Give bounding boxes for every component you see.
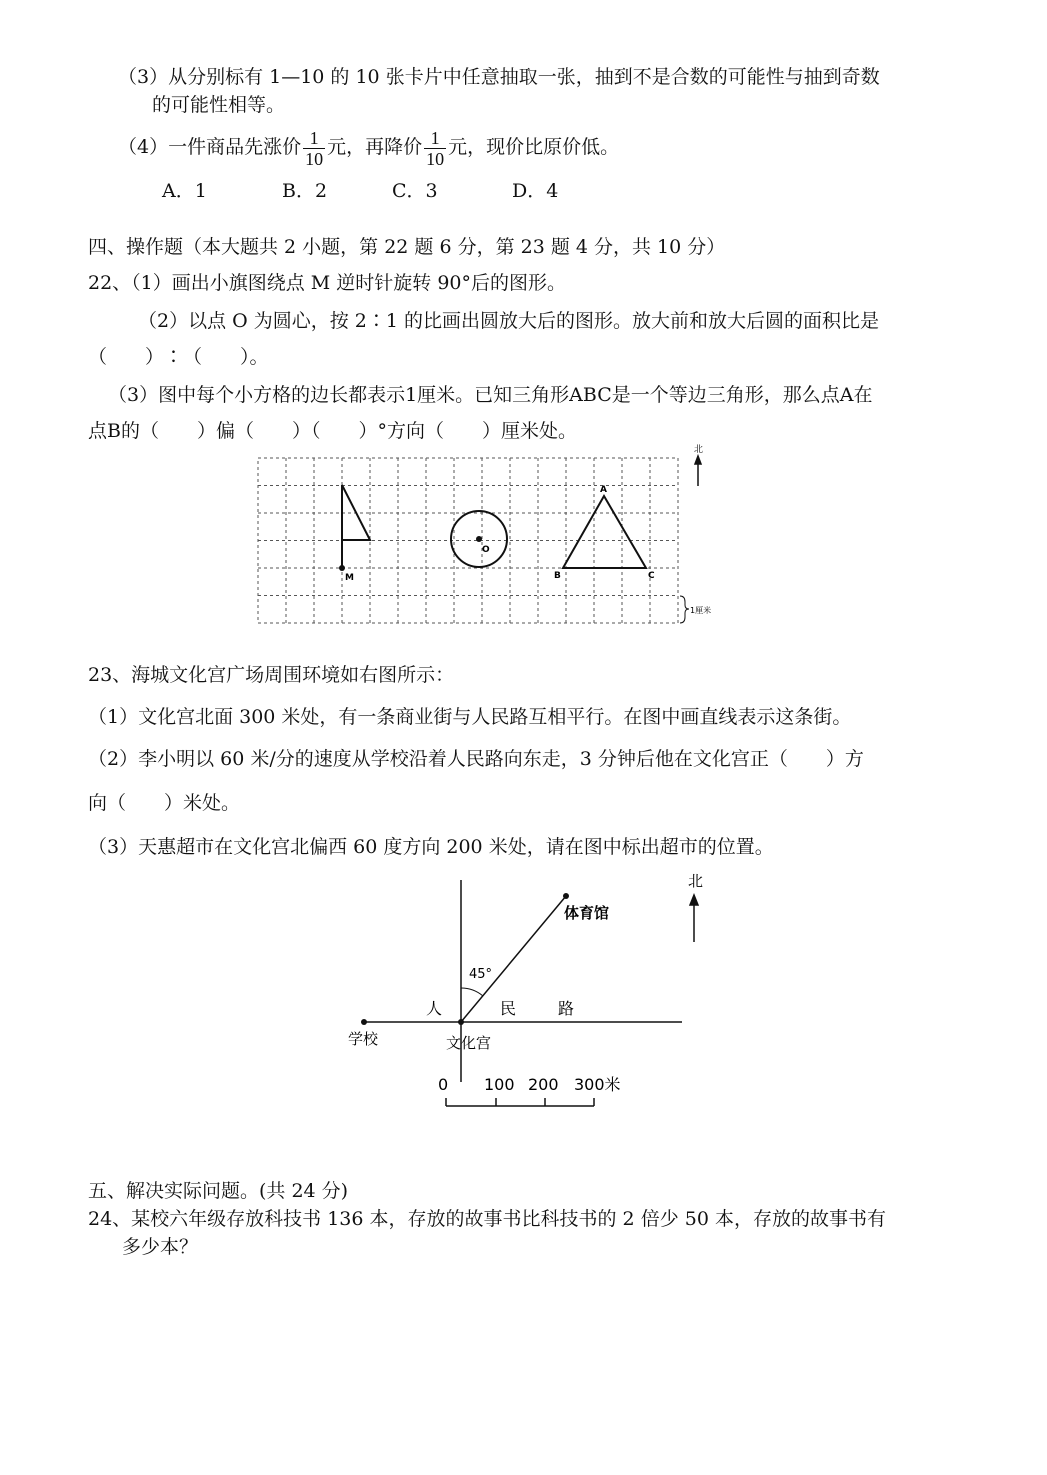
fraction-denominator: 10 <box>305 148 324 169</box>
point-o <box>476 536 482 542</box>
q4-text-2: 元，再降价 <box>327 136 423 158</box>
flag-shape <box>342 485 370 568</box>
unit-label: 1厘米 <box>690 606 712 615</box>
triangle-abc <box>563 496 646 568</box>
option-c: C．3 <box>392 180 438 202</box>
label-o: O <box>482 545 490 555</box>
north-arrow-icon <box>690 895 698 942</box>
fraction-numerator: 1 <box>303 128 325 149</box>
scale-0: 0 <box>438 1075 449 1094</box>
q22-part1: 22、（1）画出小旗图绕点 M 逆时针旋转 90°后的图形。 <box>88 272 567 294</box>
fraction-numerator: 1 <box>424 128 446 149</box>
palace-label: 文化宫 <box>446 1034 492 1052</box>
q3-line1: （3）从分别标有 1—10 的 10 张卡片中任意抽取一张，抽到不是合数的可能性与抽到奇数 <box>118 66 880 88</box>
dashed-grid <box>258 458 678 623</box>
option-b: B．2 <box>282 180 328 202</box>
point-m <box>339 565 345 571</box>
road-char-1: 人 <box>426 999 443 1018</box>
unit-brace <box>680 596 689 623</box>
option-a: A．1 <box>162 180 207 202</box>
q4-fraction-2 <box>424 128 446 169</box>
q22-part3-line2: 点B的（ ）偏（ ）（ ）°方向（ ）厘米处。 <box>88 420 577 442</box>
scale-bar <box>446 1098 594 1106</box>
q22-part2-line1: （2）以点 O 为圆心，按 2∶1 的比画出圆放大后的图形。放大前和放大后圆的面积比是 <box>138 310 880 332</box>
q23-part2-line2: 向（ ）米处。 <box>88 792 241 814</box>
q23-part2-line1: （2）李小明以 60 米/分的速度从学校沿着人民路向东走，3 分钟后他在文化宫正（ ）方 <box>88 748 864 770</box>
q23-part3: （3）天惠超市在文化宫北偏西 60 度方向 200 米处，请在图中标出超市的位置。 <box>88 836 774 858</box>
q22-part2-line2: （ ）∶（ ）。 <box>88 346 269 368</box>
angle-label: 45° <box>469 967 493 982</box>
label-c: C <box>648 571 655 581</box>
section4-title: 四、操作题（本大题共 2 小题，第 22 题 6 分，第 23 题 4 分，共 10 分） <box>88 236 726 258</box>
school-point <box>361 1019 367 1025</box>
label-b: B <box>554 571 561 581</box>
section5-title: 五、解决实际问题。(共 24 分) <box>88 1180 349 1202</box>
fraction-denominator: 10 <box>426 148 445 169</box>
q4-line <box>118 124 619 170</box>
palace-point <box>458 1019 464 1025</box>
north-arrow-icon <box>695 456 701 486</box>
north-label-1: 北 <box>694 445 704 455</box>
scale-300: 300米 <box>574 1075 621 1094</box>
q4-text-3: 元，现价比原价低。 <box>448 136 620 158</box>
q3-line2: 的可能性相等。 <box>152 94 286 116</box>
q22-part3-line1: （3）图中每个小方格的边长都表示1厘米。已知三角形ABC是一个等边三角形，那么点A在 <box>108 384 873 406</box>
north-label-2: 北 <box>688 872 704 890</box>
gym-label: 体育馆 <box>564 904 610 922</box>
q24-line2: 多少本？ <box>122 1236 199 1258</box>
road-char-2: 民 <box>500 999 517 1018</box>
gym-point <box>563 893 569 899</box>
q4-text-1: （4）一件商品先涨价 <box>118 136 302 158</box>
scale-100: 100 <box>484 1075 515 1094</box>
q24-line1: 24、某校六年级存放科技书 136 本，存放的故事书比科技书的 2 倍少 50 本，存放的故事书有 <box>88 1208 886 1230</box>
scale-200: 200 <box>528 1075 559 1094</box>
school-label: 学校 <box>348 1030 379 1048</box>
label-m: M <box>345 573 354 583</box>
label-a: A <box>600 485 607 495</box>
option-d: D．4 <box>512 180 559 202</box>
road-char-3: 路 <box>558 999 575 1018</box>
q4-fraction-1 <box>303 128 325 169</box>
map-figure <box>340 862 720 1124</box>
q23-intro: 23、海城文化宫广场周围环境如右图所示： <box>88 664 455 686</box>
q23-part1: （1）文化宫北面 300 米处，有一条商业街与人民路互相平行。在图中画直线表示这条街。 <box>88 706 852 728</box>
grid-figure <box>250 440 730 630</box>
angle-arc <box>461 988 483 996</box>
